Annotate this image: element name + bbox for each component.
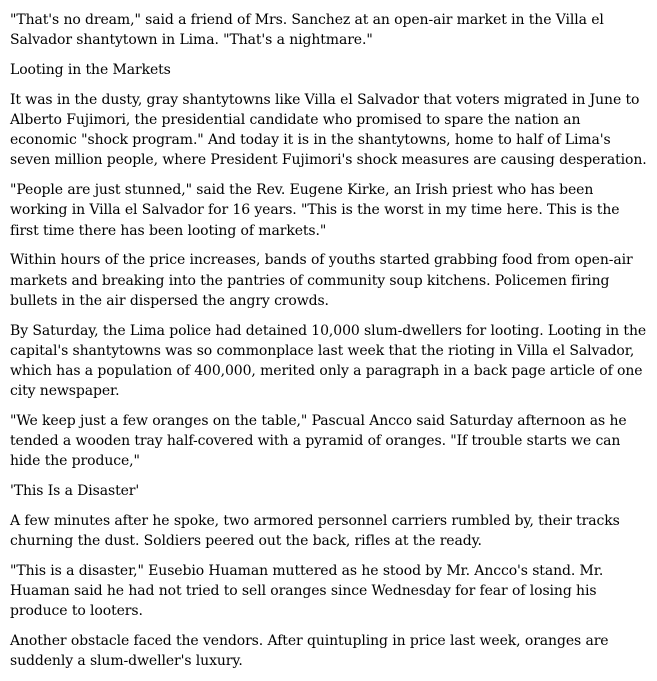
subhead-this-is-a-disaster: 'This Is a Disaster' (10, 483, 140, 500)
paragraph-armored-carriers: A few minutes after he spoke, two armored personnel carriers rumbled by, their tracks churning the dust. Soldiers peered out the back, rifles at the ready. (10, 513, 620, 550)
paragraph-shantytowns: It was in the dusty, gray shantytowns like Villa el Salvador that voters migrated in June to Alberto Fujimori, the presidential candidate who promised to spare the nation an economic "shock program." And today it is in the shantytowns, home to half of Lima's seven million people, where President Fujimori's shock measures are causing desperation. (10, 91, 647, 169)
paragraph-eusebio-huaman: "This is a disaster," Eusebio Huaman muttered as he stood by Mr. Ancco's stand. Mr. Huaman said he had not tried to sell oranges since Wednesday for fear of losing his produce to looters. (10, 563, 604, 620)
paragraph-price-increases: Within hours of the price increases, bands of youths started grabbing food from open-air markets and breaking into the pantries of community soup kitchens. Policemen firing bullets in the air dispersed the angry crowds. (10, 252, 633, 309)
paragraph-vendors-obstacle: Another obstacle faced the vendors. After quintupling in price last week, oranges are suddenly a slum-dweller's luxury. (10, 633, 609, 670)
subhead-looting-in-the-markets: Looting in the Markets (10, 62, 171, 78)
paragraph-dream-quote: "That's no dream," said a friend of Mrs. Sanchez at an open-air market in the Villa el Salvador shantytown in Lima. "That's a nightmare." (10, 12, 604, 49)
paragraph-pascual-ancco: "We keep just a few oranges on the table," Pascual Ancco said Saturday afternoon as he tended a wooden tray half-covered with a pyramid of oranges. "If trouble starts we can hide the produce," (10, 413, 627, 470)
paragraph-rev-kirke: "People are just stunned," said the Rev. Eugene Kirke, an Irish priest who has been working in Villa el Salvador for 16 years. "This is the worst in my time here. This is the first time there has been looting of markets." (10, 182, 620, 239)
paragraph-police-detained: By Saturday, the Lima police had detained 10,000 slum-dwellers for looting. Looting in the capital's shantytowns was so commonplace last week that the rioting in Villa el Salvador, which has a population of 400,000, merited only a paragraph in a back page article of one city newspaper. (10, 322, 647, 400)
article-body (10, 10, 651, 681)
